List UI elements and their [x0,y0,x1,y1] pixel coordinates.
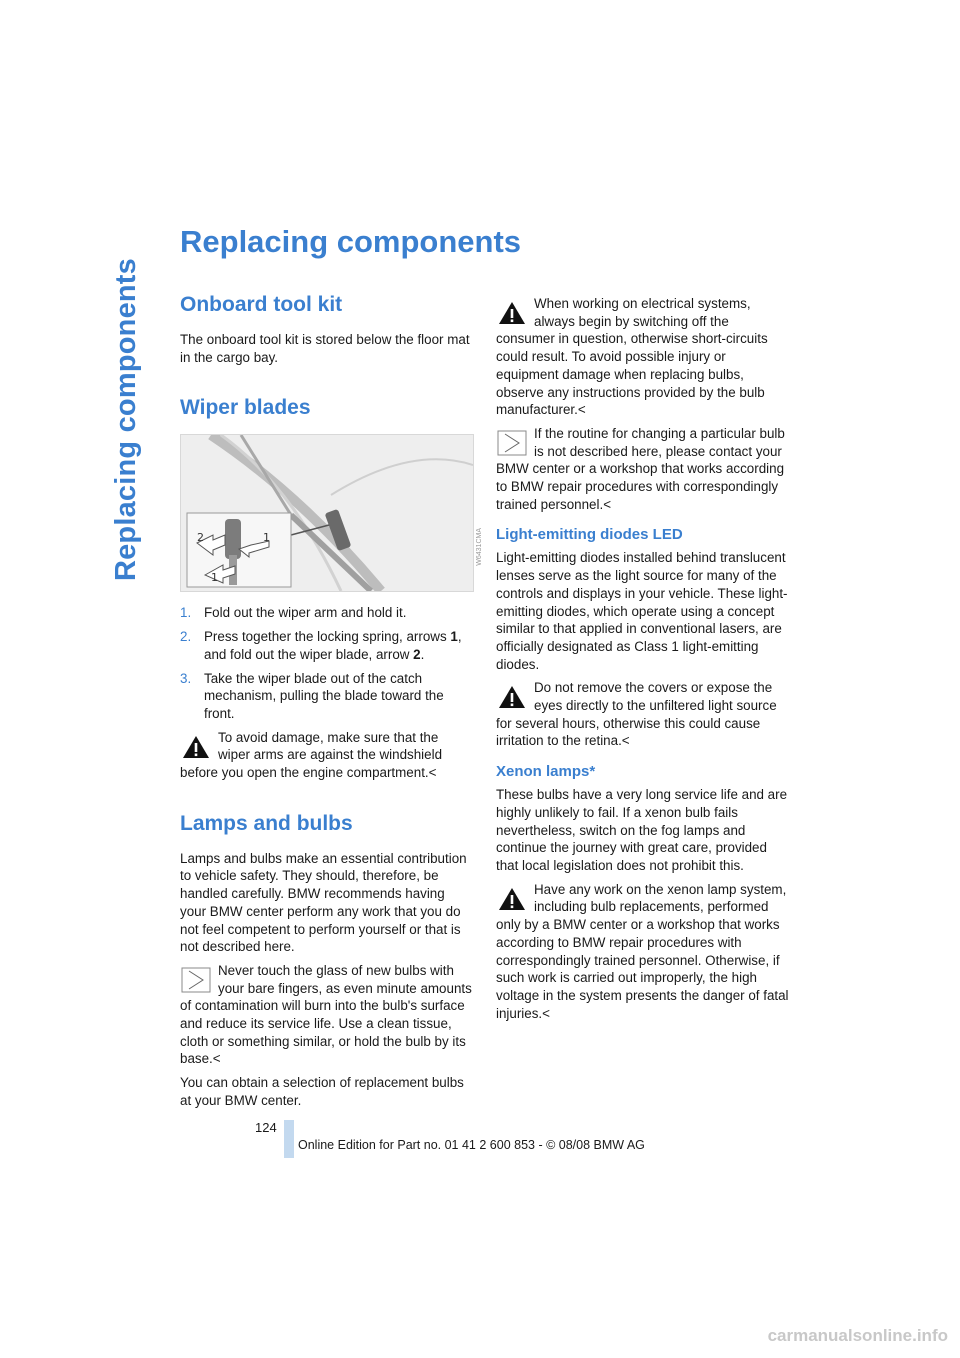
onboard-text: The onboard tool kit is stored below the floor mat in the cargo bay. [180,332,470,365]
warning-text [496,295,790,419]
wiper-warning [180,729,474,782]
left-column [180,292,474,1110]
step-number: 3. [180,670,192,686]
side-tab-label: Replacing components [109,258,142,582]
warning-text [496,881,790,1023]
electrical-warning [496,295,790,419]
svg-text:1: 1 [263,531,270,545]
warning-icon [496,299,528,327]
bulb-routine-note [496,425,790,514]
note-body: Never touch the glass of new bulbs with your bare fingers, as even minute amounts of contamination will burn into the bulb's surface and reduce its service life. Use a clean tissue, cloth or something similar, or hold the bulb by its base. [180,962,472,1067]
svg-text:1: 1 [211,571,218,585]
lamps-text: Lamps and bulbs make an essential contribution to vehicle safety. They should, therefore, be handled carefully. BMW recommends having your BMW center perform any work that you do not feel competent to perform yourself or that is not described here. [180,850,467,955]
page-number: 124 [255,1120,277,1135]
led-text: Light-emitting diodes installed behind translucent lenses serve as the light source for many of the controls and displays in your vehicle. These light-emitting diodes, which operate using a concept similar to that applied in conventional lasers, are officially designated as Class 1 light-emitting diodes. [496,550,788,672]
lamps-heading: Lamps and bulbs [180,811,353,835]
wiper-step [180,670,474,723]
note-body: If the routine for changing a particular bulb is not described here, please contact your BMW center or a workshop that works according to BMW repair procedures with correspondingly trained personnel. [496,425,785,512]
wiper-step [180,628,474,663]
page-title: Replacing components [180,224,522,259]
warning-body: To avoid damage, make sure that the wiper arms are against the windshield before you open the engine compartment. [180,729,443,781]
edition-line: Online Edition for Part no. 01 41 2 600 853 - © 08/08 BMW AG [298,1138,645,1152]
warning-icon [496,885,528,913]
lamps-note [180,962,474,1068]
wiper-step [180,604,474,622]
xenon-heading: Xenon lamps* [496,763,596,781]
warning-icon [180,733,212,761]
end-mark: < [621,733,630,749]
arrow-label: 1 [450,629,458,645]
end-mark: < [428,765,437,781]
right-column [496,295,790,1022]
xenon-warning [496,881,790,1023]
note-text [496,425,790,514]
led-warning [496,679,790,750]
step-number: 2. [180,629,192,645]
end-mark: < [542,1005,550,1021]
warning-body: Do not remove the covers or expose the eyes directly to the unfiltered light source for several hours, otherwise this could cause irritation to the retina. [496,680,777,749]
lamps-text2: You can obtain a selection of replacement bulbs at your BMW center. [180,1075,464,1108]
warning-icon [496,683,528,711]
wiper-steps [180,604,474,722]
warning-text [180,729,474,782]
svg-text:2: 2 [197,531,204,545]
figure-code: W6431CMA [476,528,483,566]
warning-text [496,679,790,750]
wiper-heading: Wiper blades [180,396,311,420]
onboard-heading: Onboard tool kit [180,293,343,316]
xenon-text: These bulbs have a very long service life and are highly unlikely to fail. If a xenon bulb fails nevertheless, switch on the fog lamps and continue the journey with great care, provided that local legislation does not prohibit this. [496,787,788,873]
note-text [180,962,474,1068]
step-text: Take the wiper blade out of the catch mechanism, pulling the blade toward the front. [204,670,444,721]
step-text: . [420,646,425,662]
wiper-figure [180,434,474,592]
step-text: , and fold out the wiper blade, arrow [204,629,462,662]
led-heading: Light-emitting diodes LED [496,526,683,544]
wiper-illustration [181,435,473,591]
step-number: 1. [180,605,192,621]
note-icon [180,966,212,994]
end-mark: < [603,496,612,512]
footer-bar [284,1120,294,1158]
step-text: Fold out the wiper arm and hold it. [204,605,407,621]
step-text: Press together the locking spring, arrows [204,629,451,645]
end-mark: < [212,1051,221,1067]
warning-body: Have any work on the xenon lamp system, including bulb replacements, performed only by a BMW center or a workshop that works according to BMW repair procedures with correspondingly trained personnel. Otherwise, if such work is carried out improperly, the high voltage in the system presents the danger of fatal injuries. [496,881,789,1021]
watermark: carmanualsonline.info [767,1326,948,1345]
end-mark: < [577,402,586,418]
side-tab [96,230,156,610]
warning-body: When working on electrical systems, always begin by switching off the consumer in question, otherwise short-circuits could result. To avoid possible injury or equipment damage when replacing bulbs, observe any instructions provided by the bulb manufacturer. [496,296,768,418]
arrow-label: 2 [413,646,421,662]
note-icon [496,429,528,457]
